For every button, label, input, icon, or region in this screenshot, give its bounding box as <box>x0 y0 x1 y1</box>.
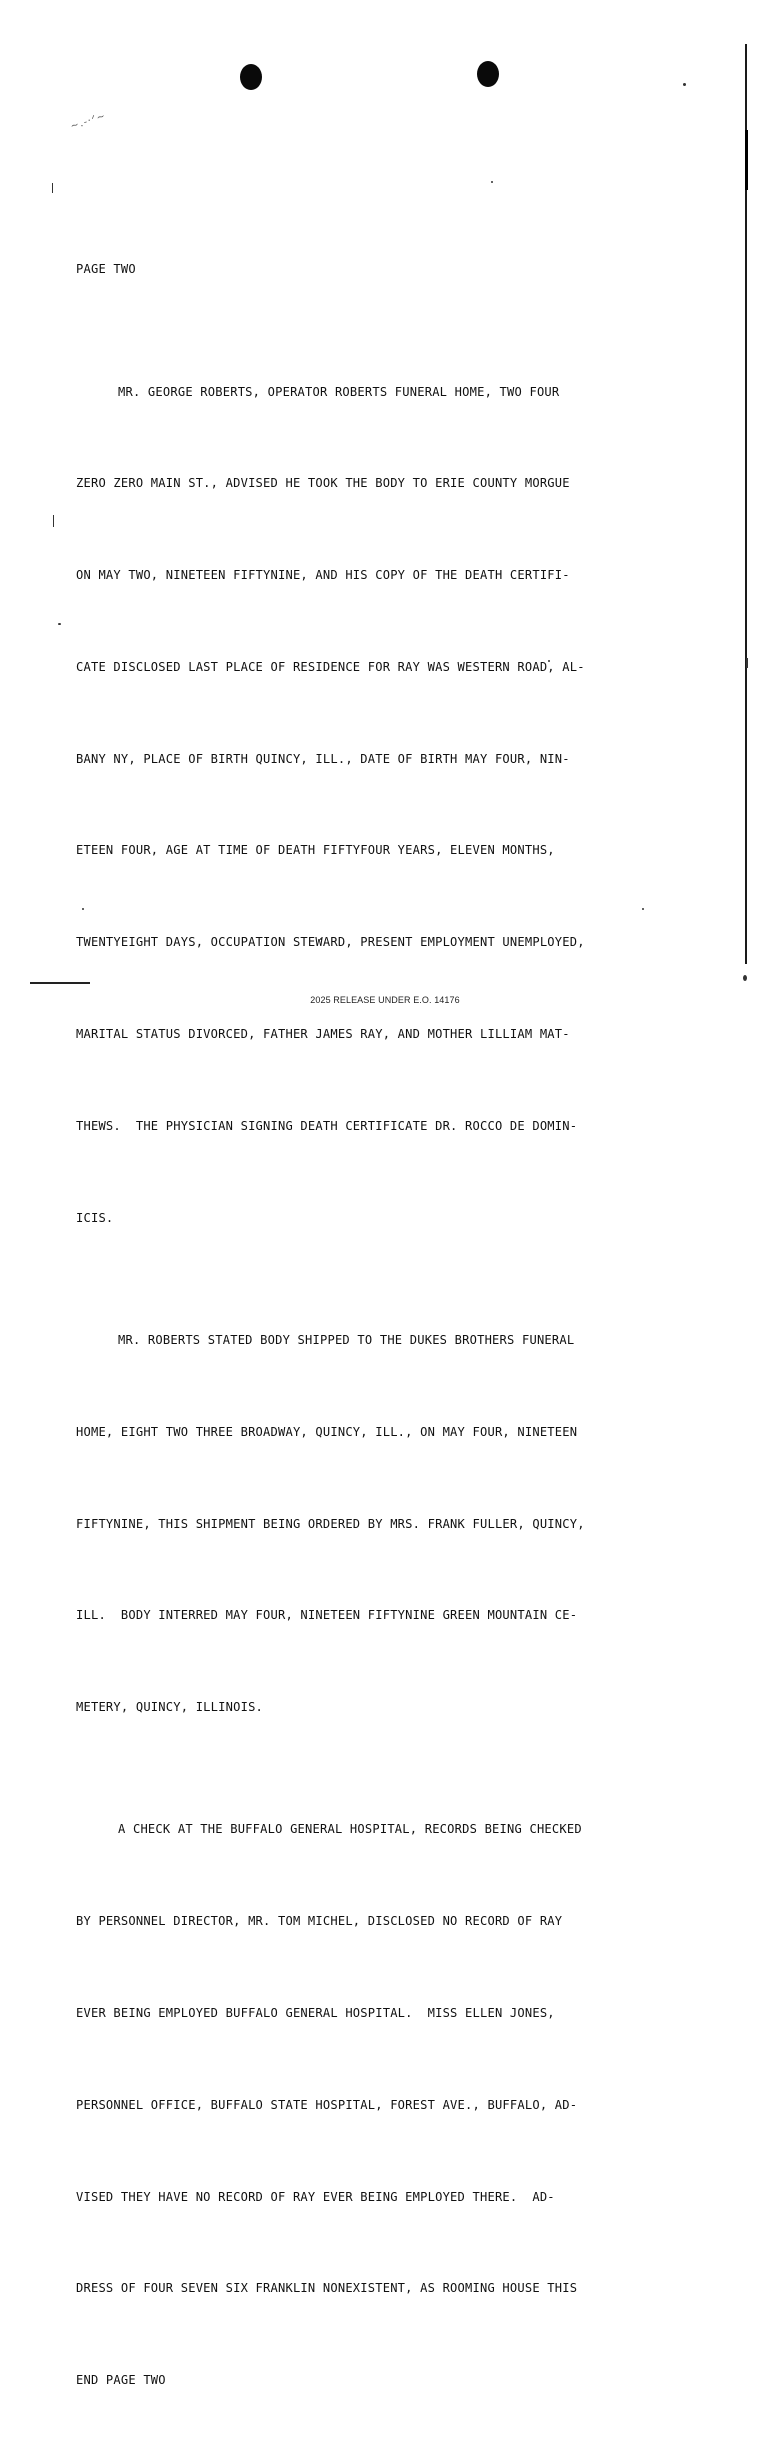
text-line: HOME, EIGHT TWO THREE BROADWAY, QUINCY, ILL., ON MAY FOUR, NINETEEN <box>76 1424 578 1439</box>
text-line: ICIS. <box>76 1210 114 1225</box>
text-line: EVER BEING EMPLOYED BUFFALO GENERAL HOSPITAL. MISS ELLEN JONES, <box>76 2006 555 2021</box>
scan-speck <box>52 183 53 193</box>
text-line: ON MAY TWO, NINETEEN FIFTYNINE, AND HIS COPY OF THE DEATH CERTIFI- <box>76 568 570 583</box>
punch-hole-left <box>240 64 262 90</box>
text-line: METERY, QUINCY, ILLINOIS. <box>76 1700 264 1715</box>
text-line: BANY NY, PLACE OF BIRTH QUINCY, ILL., DATE OF BIRTH MAY FOUR, NIN- <box>76 751 570 766</box>
text-line: DRESS OF FOUR SEVEN SIX FRANKLIN NONEXISTENT, AS ROOMING HOUSE THIS <box>76 2281 578 2296</box>
text-line: PERSONNEL OFFICE, BUFFALO STATE HOSPITAL, FOREST AVE., BUFFALO, AD- <box>76 2097 578 2112</box>
text-line: FIFTYNINE, THIS SHIPMENT BEING ORDERED BY MRS. FRANK FULLER, QUINCY, <box>76 1516 585 1531</box>
text-line: TWENTYEIGHT DAYS, OCCUPATION STEWARD, PRESENT EMPLOYMENT UNEMPLOYED, <box>76 935 585 950</box>
text-line: THEWS. THE PHYSICIAN SIGNING DEATH CERTIFICATE DR. ROCCO DE DOMIN- <box>76 1118 578 1133</box>
text-line: ILL. BODY INTERRED MAY FOUR, NINETEEN FIFTYNINE GREEN MOUNTAIN CE- <box>76 1608 578 1623</box>
page-edge-mark <box>745 130 748 190</box>
release-footer: 2025 RELEASE UNDER E.O. 14176 <box>310 995 460 1005</box>
text-line: MR. ROBERTS STATED BODY SHIPPED TO THE DUKES BROTHERS FUNERAL <box>118 1332 575 1347</box>
scan-speck <box>683 83 686 86</box>
handwritten-mark: ~.-·ᐟ~ <box>69 110 108 133</box>
scan-speck <box>58 623 61 625</box>
page-header: PAGE TWO <box>76 262 136 277</box>
text-line: VISED THEY HAVE NO RECORD OF RAY EVER BEING EMPLOYED THERE. AD- <box>76 2189 555 2204</box>
scan-speck <box>743 975 747 981</box>
text-line: A CHECK AT THE BUFFALO GENERAL HOSPITAL, RECORDS BEING CHECKED <box>118 1822 582 1837</box>
punch-hole-right <box>477 61 499 87</box>
text-line: END PAGE TWO <box>76 2373 166 2388</box>
text-line: ZERO ZERO MAIN ST., ADVISED HE TOOK THE BODY TO ERIE COUNTY MORGUE <box>76 476 570 491</box>
text-line: MR. GEORGE ROBERTS, OPERATOR ROBERTS FUNERAL HOME, TWO FOUR <box>118 384 560 399</box>
document-body <box>76 193 676 2457</box>
text-line: BY PERSONNEL DIRECTOR, MR. TOM MICHEL, DISCLOSED NO RECORD OF RAY <box>76 1914 563 1929</box>
scan-speck <box>746 658 748 668</box>
text-line: ETEEN FOUR, AGE AT TIME OF DEATH FIFTYFOUR YEARS, ELEVEN MONTHS, <box>76 843 555 858</box>
text-line: MARITAL STATUS DIVORCED, FATHER JAMES RAY, AND MOTHER LILLIAM MAT- <box>76 1027 570 1042</box>
scan-speck <box>53 515 54 527</box>
text-line: CATE DISCLOSED LAST PLACE OF RESIDENCE FOR RAY WAS WESTERN ROAD, AL- <box>76 659 585 674</box>
scan-speck <box>491 181 493 183</box>
